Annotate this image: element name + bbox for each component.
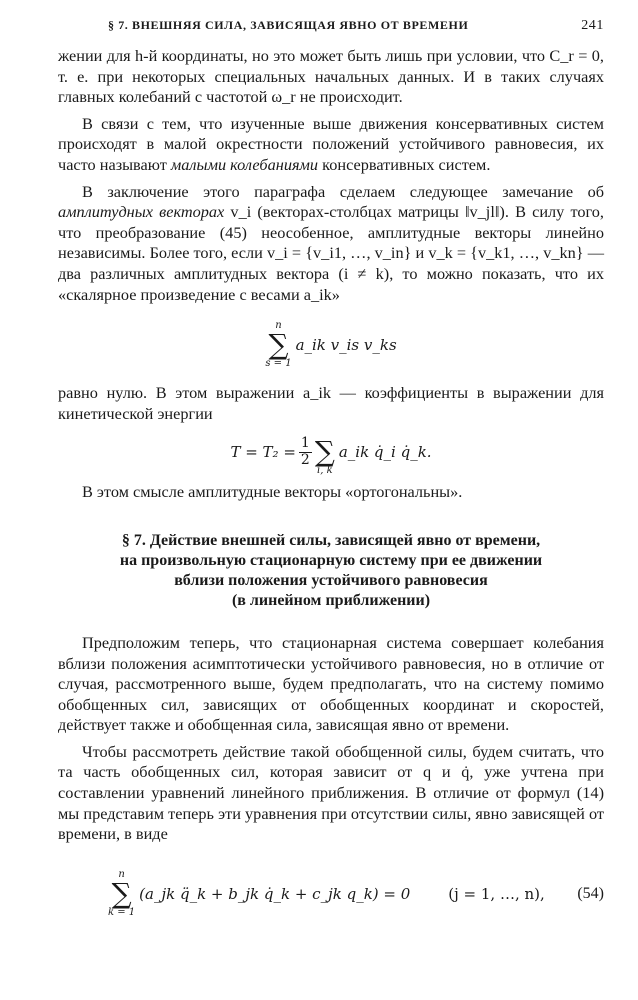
term-amplitude-vectors: амплитудных векторах — [58, 202, 225, 222]
sum-operator — [315, 428, 335, 476]
equation-number: (54) — [577, 884, 604, 902]
formula-2-body: a_ik q̇_i q̇_k. — [338, 443, 432, 462]
sum-operator — [108, 870, 135, 918]
formula-weighted-product — [58, 313, 604, 377]
fraction-numerator: 1 — [300, 435, 310, 452]
paragraph-6: Предположим теперь, что стационарная система совершает колебания вблизи положения асимптотически устойчивого равновесия, но в отличие от случая, рассмотренного выше, будем предполагать, что на систему помимо обобщенных сил, зависящих от обобщенных координат и скоростей, действует также и обобщенная сила, зависящая явно от времени. — [58, 632, 604, 735]
paragraph-3-text-b: v_i (векторах-столбцах матрицы ‖v_jl‖). В силу того, что преобразование (45) неособенное, амплитудные векторы линейно независимы. Более того, если v_i = {v_i1, …, v_in} и v_k = {v_k1, …, v_kn} — два различных амплитудных вектора (i ≠ k), то можно показать, что их «скалярное произведение с весами a_ik» — [58, 202, 604, 304]
formula-kinetic-energy — [58, 428, 604, 476]
fraction-one-half — [299, 436, 312, 468]
sum-operator — [265, 321, 291, 369]
running-head — [58, 18, 604, 34]
formula-equations-of-motion — [58, 863, 604, 925]
section-title-line-4: (в линейном приближении) — [231, 591, 431, 609]
sigma-symbol: ∑ — [268, 328, 289, 362]
page-number: 241 — [581, 18, 604, 33]
sum-upper-limit: n — [275, 320, 282, 332]
section-title — [58, 531, 604, 611]
paragraph-7: Чтобы рассмотреть действие такой обобщенной силы, будем считать, что та часть обобщенных сил, которая зависит от q и q̇, уже учтена при составлении уравнений линейного приближения. В отличие от формул (14) мы представим теперь эти уравнения при отсутствии силы, явно зависящей от времени, в виде — [58, 741, 604, 844]
paragraph-5: В этом смысле амплитудные векторы «ортогональны». — [82, 482, 463, 502]
section-title-line-2: на произвольную стационарную систему при ее движении — [119, 551, 543, 569]
paragraph-3-text-a: В заключение этого параграфа сделаем следующее замечание об — [82, 181, 604, 201]
formula-2-lhs: T = T₂ = — [230, 443, 296, 462]
formula-3-body: (a_jk q̈_k + b_jk q̇_k + c_jk q_k) = 0 — [139, 884, 411, 903]
sigma-symbol: ∑ — [314, 435, 335, 469]
paragraph-1: жении для h-й координаты, но это может быть лишь при условии, что C_r = 0, т. е. при некоторых специальных начальных данных. И в таких случаях главных колебаний с частотой ω_r не происходит. — [58, 46, 604, 107]
sigma-symbol: ∑ — [111, 876, 132, 910]
section-title-line-1: § 7. Действие внешней силы, зависящей явно от времени, — [121, 531, 541, 549]
paragraph-2-text-a: В связи с тем, что изученные выше движения консервативных систем происходят в малой окрестности положений устойчивого равновесия, их часто называют — [58, 113, 604, 174]
formula-3-condition: (j = 1, …, n), — [448, 884, 545, 903]
running-head-title: § 7. ВНЕШНЯЯ СИЛА, ЗАВИСЯЩАЯ ЯВНО ОТ ВРЕМЕНИ — [108, 18, 469, 32]
paragraph-2-text-b: консервативных систем. — [322, 154, 491, 174]
sum-lower-limit: i, k — [317, 465, 333, 477]
sum-lower-limit: s = 1 — [265, 358, 292, 370]
paragraph-4: равно нулю. В этом выражении a_ik — коэффициенты в выражении для кинетической энергии — [58, 383, 604, 423]
book-page — [58, 18, 604, 931]
paragraph-3 — [58, 182, 604, 306]
fraction-denominator: 2 — [300, 451, 310, 468]
section-title-line-3: вблизи положения устойчивого равновесия — [174, 571, 488, 589]
sum-upper-limit: n — [118, 868, 125, 880]
formula-1-body: a_ik v_is v_ks — [295, 336, 397, 355]
term-small-oscillations: малыми колебаниями — [170, 154, 319, 174]
sum-lower-limit: k = 1 — [108, 906, 136, 918]
paragraph-2 — [58, 114, 604, 176]
